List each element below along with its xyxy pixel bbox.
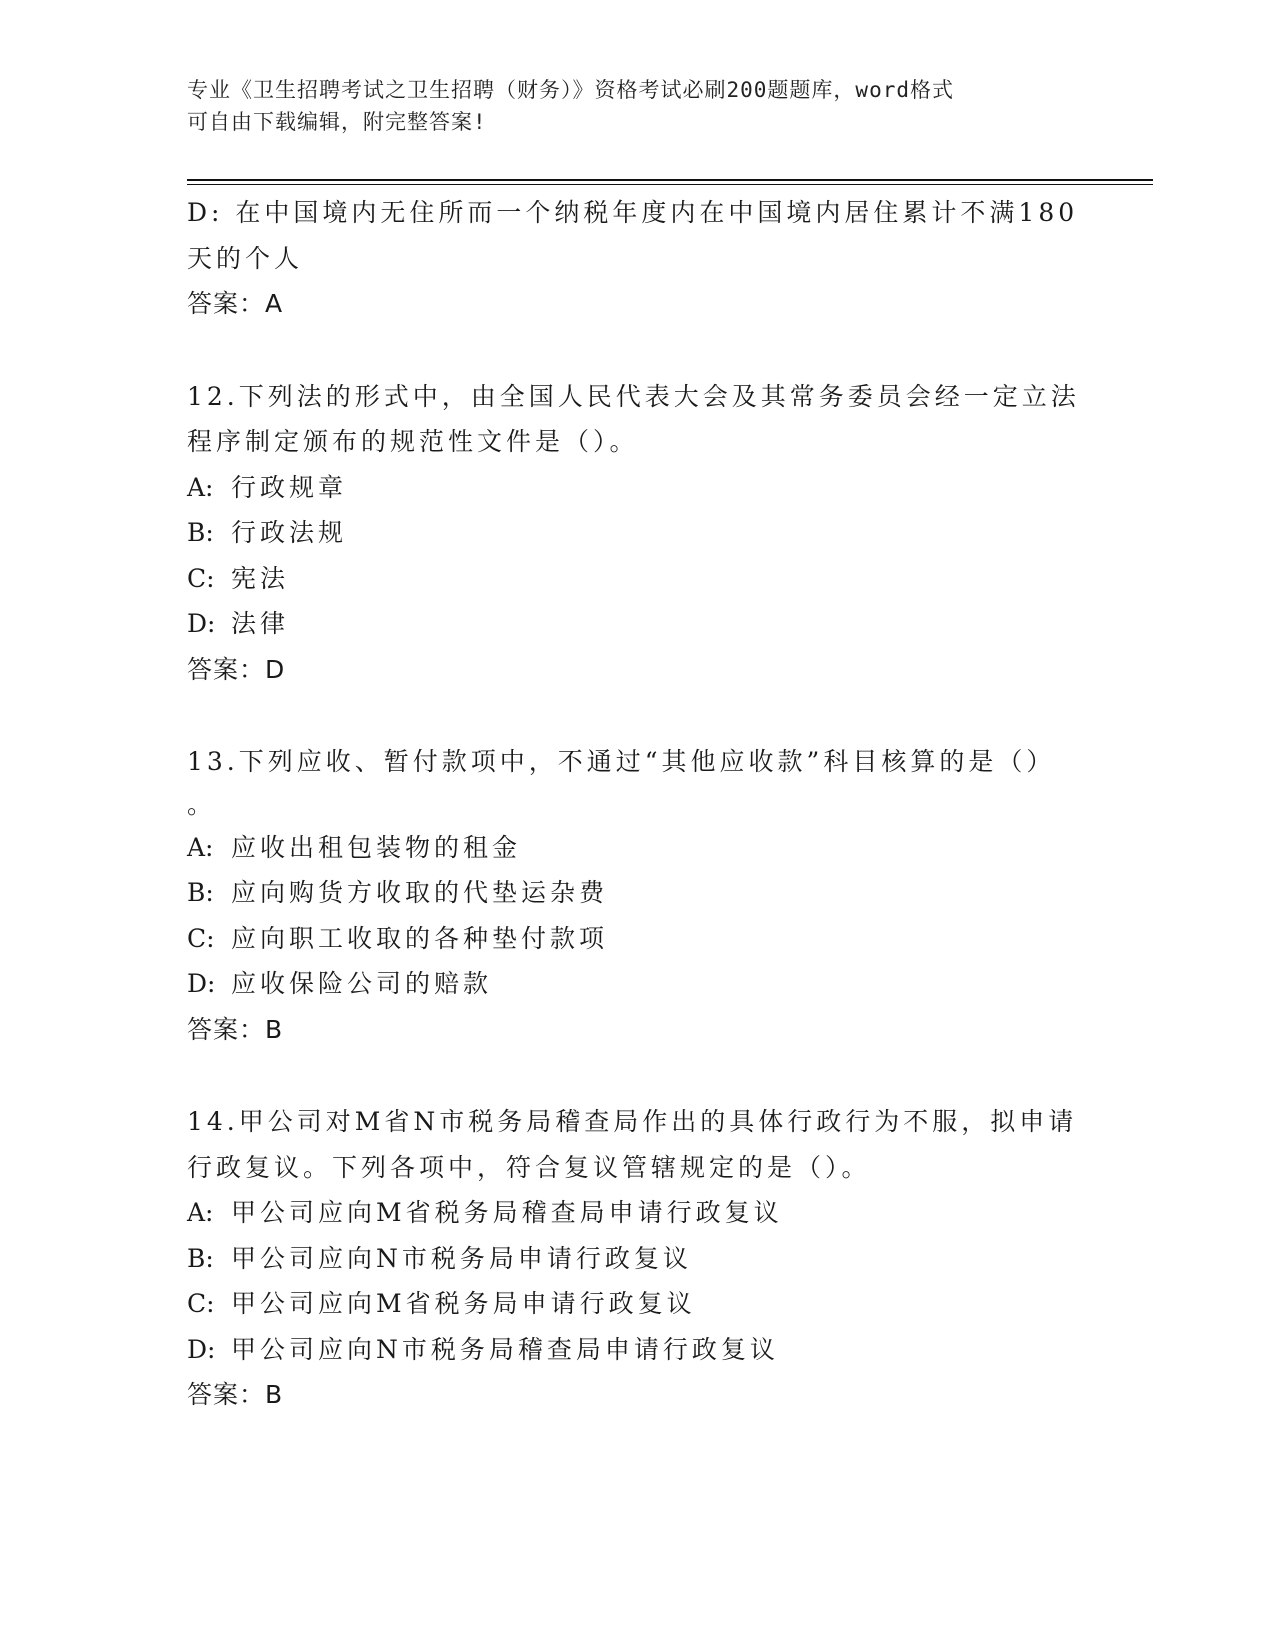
option-b: [187, 1236, 1087, 1282]
option-text: 行政规章: [231, 472, 348, 502]
option-b: [187, 870, 1087, 916]
header-line-2: 可自由下载编辑，附完整答案!: [187, 110, 487, 134]
option-d: [187, 961, 1087, 1007]
option-text: 甲公司应向M省税务局申请行政复议: [231, 1289, 696, 1318]
question-13: [187, 739, 1087, 1052]
document-header: [187, 74, 1067, 138]
option-label: D:: [187, 609, 216, 638]
question-stem: 行政复议。下列各项中，符合复议管辖规定的是（）。: [187, 1152, 871, 1182]
document-body: [187, 190, 1087, 1418]
option-c: [187, 1281, 1087, 1327]
option-a: [187, 825, 1087, 871]
option-label: A:: [187, 1198, 214, 1227]
option-c: [187, 916, 1087, 962]
option-text: 甲公司应向N市税务局申请行政复议: [231, 1243, 692, 1273]
answer: 答案：B: [187, 1380, 284, 1409]
spacer: [187, 1052, 1087, 1099]
option-a: [187, 465, 1087, 511]
option-label: B:: [187, 518, 214, 547]
option-text: 应向职工收取的各种垫付款项: [231, 923, 609, 953]
option-text: 行政法规: [231, 518, 348, 547]
option-label: A:: [187, 472, 214, 502]
spacer: [187, 327, 1087, 374]
header-rule-thin: [187, 184, 1153, 185]
answer: 答案：B: [187, 1014, 284, 1044]
option-d: [187, 1327, 1087, 1373]
option-c: [187, 556, 1087, 602]
question-12: [187, 374, 1087, 693]
question-14: [187, 1099, 1087, 1418]
option-label: D:: [187, 1334, 216, 1364]
option-label: D:: [187, 969, 216, 998]
spacer: [187, 692, 1087, 739]
prev-question: [187, 190, 1087, 327]
option-text: 宪法: [231, 563, 290, 593]
option-label: C:: [187, 1289, 215, 1318]
option-d-line-2: 天的个人: [187, 243, 304, 273]
option-text: 甲公司应向N市税务局稽查局申请行政复议: [231, 1334, 779, 1364]
question-stem: 程序制定颁布的规范性文件是（）。: [187, 427, 639, 456]
option-label: C:: [187, 563, 215, 593]
answer: 答案：D: [187, 654, 286, 684]
option-text: 法律: [231, 609, 290, 638]
answer: 答案：A: [187, 289, 284, 318]
option-text: 应收出租包装物的租金: [231, 832, 522, 862]
option-a: [187, 1190, 1087, 1236]
option-label: B:: [187, 878, 214, 907]
question-stem: 12.下列法的形式中，由全国人民代表大会及其常务委员会经一定立法: [187, 381, 1080, 411]
header-line-1: 专业《卫生招聘考试之卫生招聘（财务）》资格考试必刷200题题库，word格式: [187, 78, 954, 102]
option-d-line-1: D: 在中国境内无住所而一个纳税年度内在中国境内居住累计不满180: [187, 198, 1079, 227]
option-label: B:: [187, 1243, 214, 1273]
question-stem: 13.下列应收、暂付款项中，不通过“其他应收款”科目核算的是（）: [187, 747, 1056, 776]
option-text: 应向购货方收取的代垫运杂费: [231, 878, 609, 907]
option-text: 应收保险公司的赔款: [231, 969, 493, 998]
question-stem: 。: [187, 789, 217, 819]
option-b: [187, 510, 1087, 556]
option-text: 甲公司应向M省税务局稽查局申请行政复议: [231, 1198, 783, 1227]
header-rule-thick: [187, 179, 1153, 181]
option-label: A:: [187, 832, 214, 862]
question-stem: 14.甲公司对M省N市税务局稽查局作出的具体行政行为不服，拟申请: [187, 1107, 1078, 1136]
option-label: C:: [187, 923, 215, 953]
option-d: [187, 601, 1087, 647]
